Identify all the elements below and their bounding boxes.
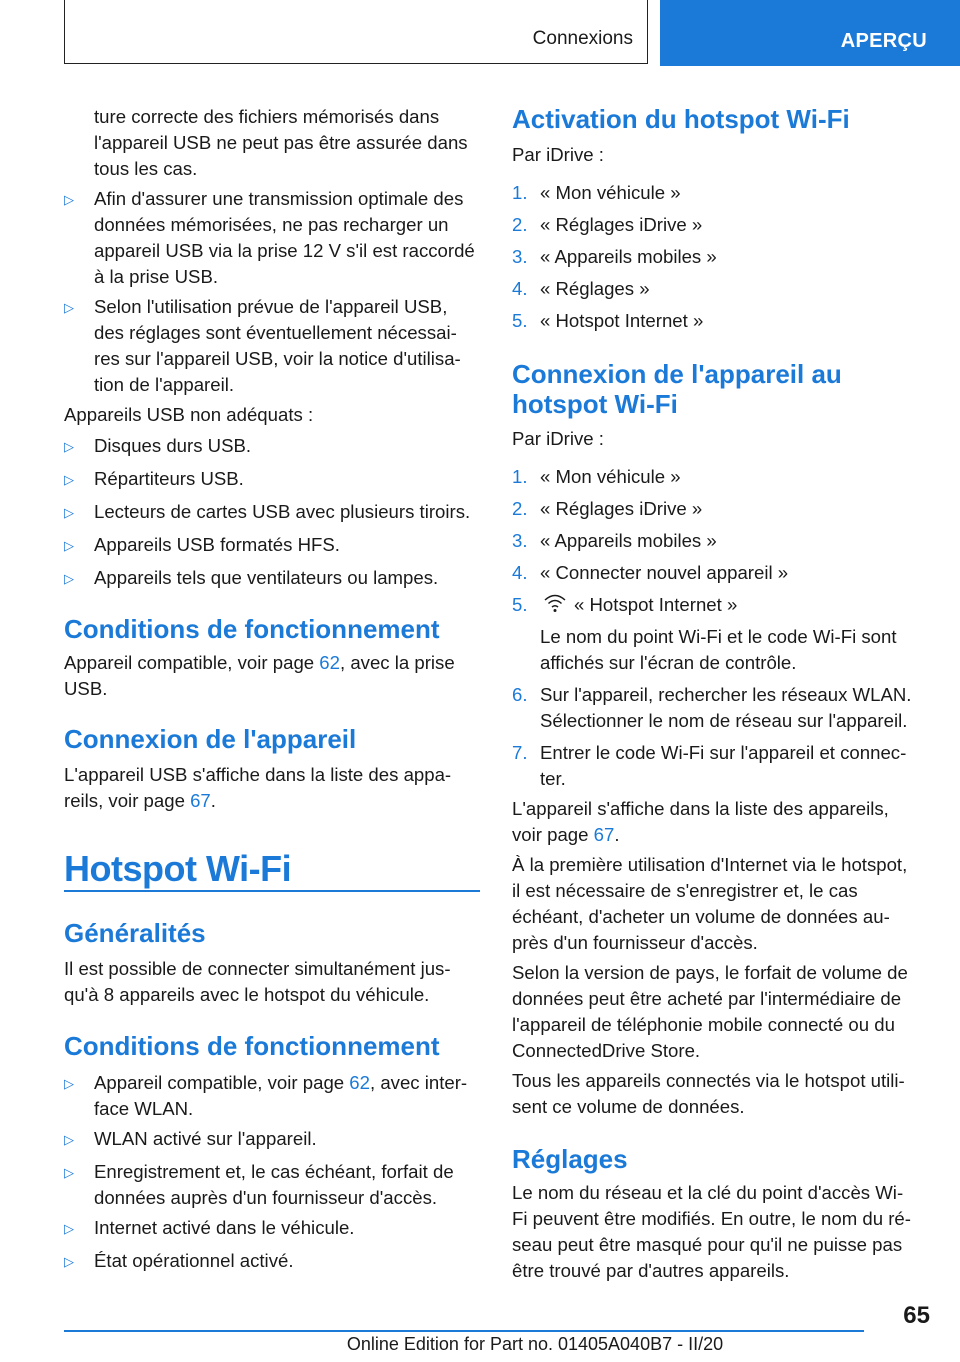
reglages-text: Le nom du réseau et la clé du point d'accès Wi- [512,1182,904,1203]
first-use-text: échéant, d'acheter un volume de données au‐ [512,906,890,927]
step-number: 6. [512,684,528,705]
step-number: 7. [512,742,528,763]
step-number: 4. [512,278,528,299]
step-text: « Réglages iDrive » [540,214,703,235]
page-link[interactable]: 67 [190,790,211,811]
step-text: « Mon véhicule » [540,182,681,203]
gen-text-2: qu'à 8 appareils avec le hotspot du véhicule. [64,984,430,1005]
heading-connexion-hotspot-2: hotspot Wi-Fi [512,389,678,419]
first-use-text: il est nécessaire de s'enregistrer et, le cas [512,880,858,901]
page-number: 65 [903,1302,930,1329]
step-text: « Mon véhicule » [540,466,681,487]
triangle-bullet-icon: ▷ [64,472,74,487]
conn-text-2: reils, voir page 67. [64,790,216,811]
section-tab[interactable] [64,0,648,64]
triangle-bullet-icon: ▷ [64,1221,74,1236]
triangle-bullet-icon: ▷ [64,1254,74,1269]
step-number: 5. [512,594,528,615]
intro-line-2: l'appareil USB ne peut pas être assurée dans [94,132,468,153]
first-use-text: près d'un fournisseur d'accès. [512,932,758,953]
step-number: 3. [512,246,528,267]
triangle-bullet-icon: ▷ [64,1132,74,1147]
bullet-text: Lecteurs de cartes USB avec plusieurs tiroirs. [94,501,471,522]
bullet-text: Appareils tels que ventilateurs ou lampes. [94,567,439,588]
triangle-bullet-icon: ▷ [64,192,74,207]
step-number: 1. [512,182,528,203]
list-text: L'appareil s'affiche dans la liste des appareils, [512,798,889,819]
bullet-text: à la prise USB. [94,266,219,287]
list-text-2: voir page 67. [512,824,620,845]
bullet-text: tion de l'appareil. [94,374,234,395]
heading-conditions-2: Conditions de fonctionnement [64,1031,440,1061]
bullet-text: Appareil compatible, voir page 62, avec inter‐ [94,1072,468,1093]
bullet-text: des réglages sont éventuellement nécessai‐ [94,322,457,343]
step-text: « Réglages » [540,278,650,299]
step-detail: affichés sur l'écran de contrôle. [540,652,797,673]
heading-hotspot: Hotspot Wi-Fi [64,848,292,889]
country-text: l'appareil de téléphonie mobile connecté ou du [512,1014,895,1035]
idrive-label: Par iDrive : [512,428,604,449]
bullet-text: Afin d'assurer une transmission optimale des [94,188,464,209]
section-tab-label: Connexions [532,28,633,49]
bullet-text: face WLAN. [94,1098,194,1119]
gen-text-1: Il est possible de connecter simultanément jus‐ [64,958,451,979]
bullet-text: WLAN activé sur l'appareil. [94,1128,317,1149]
footer-rule [64,1330,864,1332]
reglages-text: être trouvé par d'autres appareils. [512,1260,790,1281]
triangle-bullet-icon: ▷ [64,505,74,520]
triangle-bullet-icon: ▷ [64,439,74,454]
bullet-text: Répartiteurs USB. [94,468,244,489]
triangle-bullet-icon: ▷ [64,300,74,315]
country-text: ConnectedDrive Store. [512,1040,701,1061]
footer-edition: Online Edition for Part no. 01405A040B7 - II/20 [346,1334,724,1354]
heading-connexion-hotspot-1: Connexion de l'appareil au [512,359,842,389]
triangle-bullet-icon: ▷ [64,538,74,553]
step-text: « Réglages iDrive » [540,498,703,519]
heading-generalites: Généralités [64,918,206,948]
step-number: 2. [512,214,528,235]
step-text: ter. [540,768,566,789]
reglages-text: seau peut être masqué pour qu'il ne puisse pas [512,1234,903,1255]
step-number: 3. [512,530,528,551]
step-number: 5. [512,310,528,331]
triangle-bullet-icon: ▷ [64,571,74,586]
idrive-label: Par iDrive : [512,144,604,165]
cond-text: Appareil compatible, voir page 62, avec la prise [64,652,455,673]
country-text: données peut être acheté par l'intermédiaire de [512,988,902,1009]
step-text: « Appareils mobiles » [540,246,717,267]
heading-connexion: Connexion de l'appareil [64,724,357,754]
intro-line-3: tous les cas. [94,158,198,179]
page-link[interactable]: 62 [349,1072,370,1093]
bullet-text: res sur l'appareil USB, voir la notice d'utilisa‐ [94,348,461,369]
bullet-text: Selon l'utilisation prévue de l'appareil USB, [94,296,448,317]
step-text: « Appareils mobiles » [540,530,717,551]
step-text: « Hotspot Internet » [540,310,704,331]
reglages-text: Fi peuvent être modifiés. En outre, le nom du ré‐ [512,1208,911,1229]
step-text: Sélectionner le nom de réseau sur l'appareil. [540,710,908,731]
bullet-text: données auprès d'un fournisseur d'accès. [94,1187,438,1208]
intro-line-1: ture correcte des fichiers mémorisés dans [94,106,440,127]
step-text: Entrer le code Wi-Fi sur l'appareil et connec‐ [540,742,907,763]
step-detail: Le nom du point Wi-Fi et le code Wi-Fi sont [540,626,897,647]
unsuitable-label: Appareils USB non adéquats : [64,404,314,425]
bullet-text: données mémorisées, ne pas recharger un [94,214,449,235]
all-devices-text: sent ce volume de données. [512,1096,745,1117]
step-number: 1. [512,466,528,487]
triangle-bullet-icon: ▷ [64,1076,74,1091]
page-header [0,0,960,66]
heading-reglages: Réglages [512,1144,628,1174]
cond-text-2: USB. [64,678,108,699]
bullet-text: État opérationnel activé. [94,1250,294,1271]
first-use-text: À la première utilisation d'Internet via le hotspot, [512,854,908,875]
triangle-bullet-icon: ▷ [64,1165,74,1180]
step-text: « Hotspot Internet » [574,594,738,615]
heading-conditions: Conditions de fonctionnement [64,614,440,644]
step-number: 4. [512,562,528,583]
step-number: 2. [512,498,528,519]
bullet-text: Disques durs USB. [94,435,252,456]
apercu-tab-label: APERÇU [840,30,927,52]
page-link[interactable]: 67 [593,824,615,845]
all-devices-text: Tous les appareils connectés via le hotspot utili‐ [512,1070,905,1091]
heading-rule [64,890,480,892]
bullet-text: Appareils USB formatés HFS. [94,534,340,555]
apercu-tab[interactable] [660,0,960,66]
bullet-text: Internet activé dans le véhicule. [94,1217,355,1238]
wifi-icon [542,592,568,614]
page-link[interactable]: 62 [319,652,340,673]
step-text: « Connecter nouvel appareil » [540,562,789,583]
bullet-text: appareil USB via la prise 12 V s'il est raccordé [94,240,475,261]
conn-text: L'appareil USB s'affiche dans la liste des appa‐ [64,764,452,785]
bullet-text: Enregistrement et, le cas échéant, forfait de [94,1161,454,1182]
step-text: Sur l'appareil, rechercher les réseaux WLAN. [540,684,912,705]
heading-activation: Activation du hotspot Wi-Fi [512,104,850,134]
country-text: Selon la version de pays, le forfait de volume de [512,962,908,983]
